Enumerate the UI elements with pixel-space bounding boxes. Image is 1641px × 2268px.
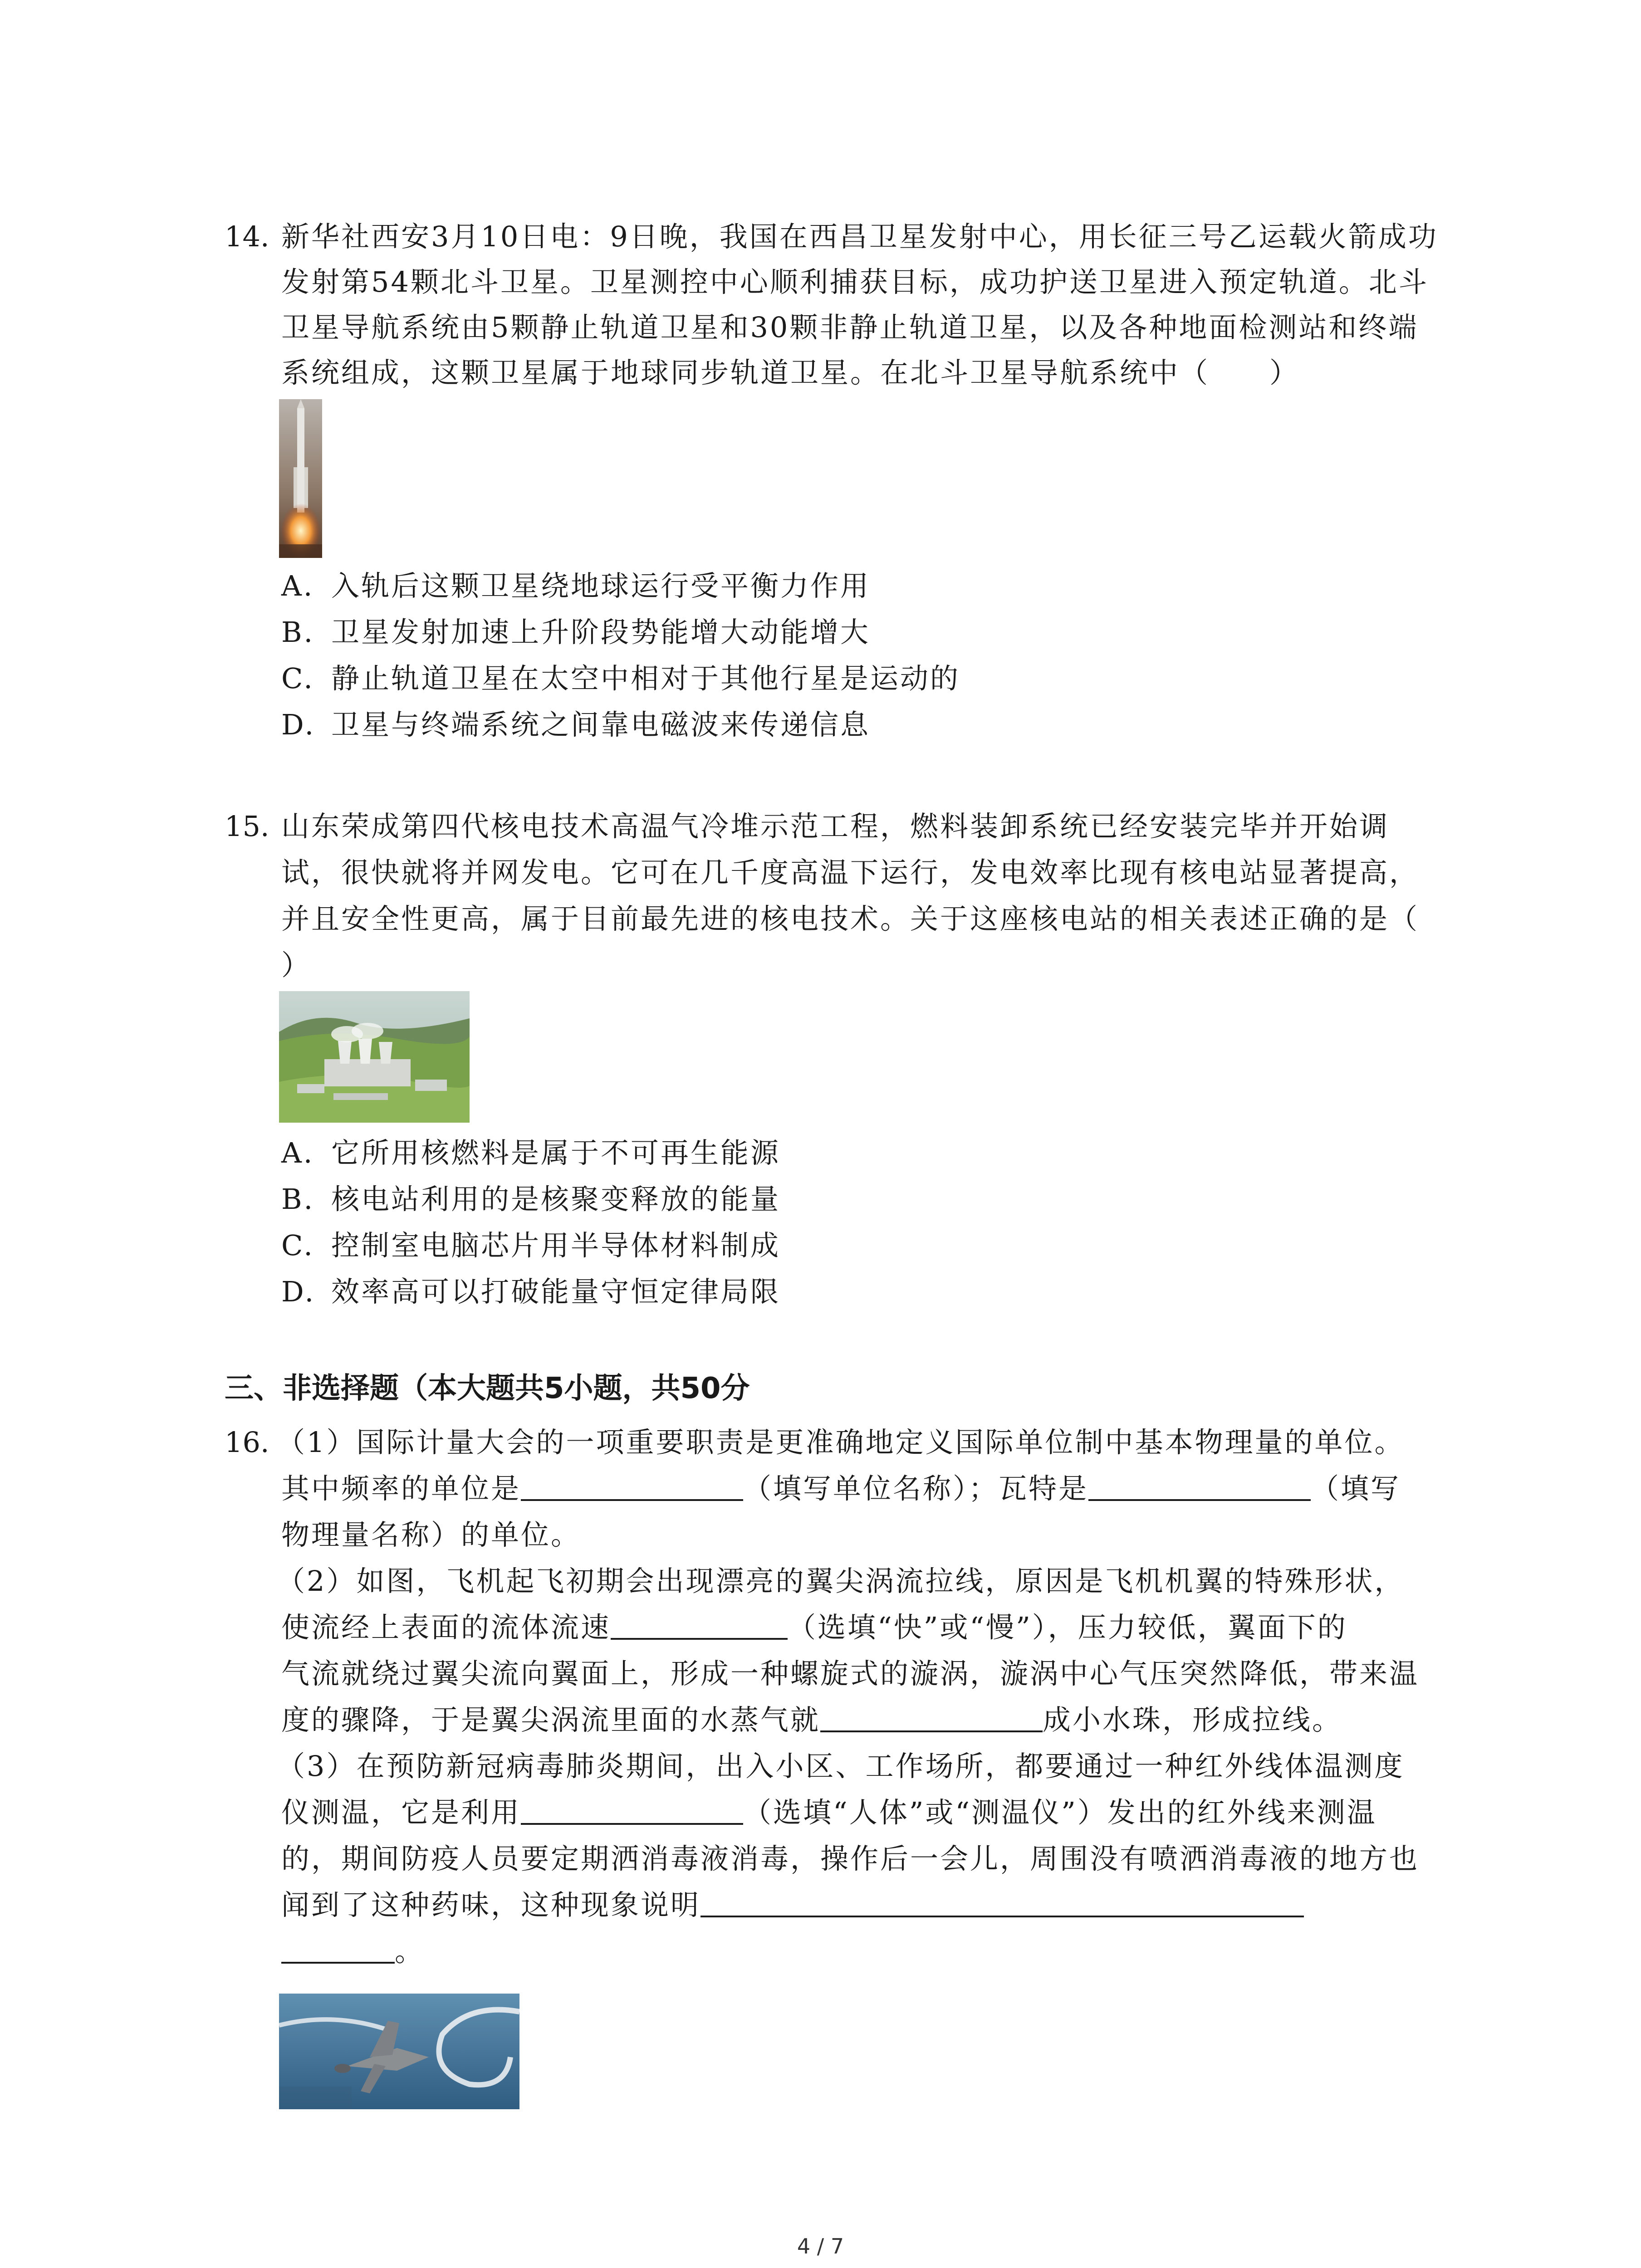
q15-number: 15.: [225, 810, 269, 843]
option-text: 核电站利用的是核聚变释放的能量: [331, 1183, 781, 1216]
answer-blank-2[interactable]: [1088, 1472, 1311, 1501]
q15-option-b: [281, 1176, 780, 1222]
q15-line-4: ）: [281, 948, 312, 982]
answer-blank-5[interactable]: [521, 1796, 743, 1825]
q14-option-d: [281, 701, 870, 748]
option-text: 卫星与终端系统之间靠电磁波来传递信息: [331, 708, 871, 741]
jet-vortex-image: [279, 1994, 519, 2109]
q15-line-2: 试，很快就将并网发电。它可在几千度高温下运行，发电效率比现有核电站显著提高，: [281, 856, 1420, 889]
option-text: 卫星发射加速上升阶段势能增大动能增大: [331, 616, 871, 649]
option-letter: C.: [281, 662, 314, 695]
text-segment: 仪测温，它是利用: [281, 1796, 521, 1829]
option-letter: C.: [281, 1229, 314, 1262]
text-segment: 使流经上表面的流体流速: [281, 1611, 611, 1644]
answer-blank-1[interactable]: [521, 1472, 743, 1501]
text-segment: （选填“人体”或“测温仪”）发出的红外线来测温: [743, 1796, 1377, 1829]
q14-line-3: 卫星导航系统由5颗静止轨道卫星和30颗非静止轨道卫星，以及各种地面检测站和终端: [281, 311, 1419, 344]
section-heading: 三、非选择题（本大题共5小题，共50分: [225, 1372, 750, 1405]
q15-option-a: [281, 1129, 780, 1176]
q16-line-10: 的，期间防疫人员要定期洒消毒液消毒，操作后一会儿，周围没有喷洒消毒液的地方也: [281, 1842, 1420, 1875]
q16-line-4: （2）如图，飞机起飞初期会出现漂亮的翼尖涡流拉线，原因是飞机机翼的特殊形状，: [277, 1564, 1405, 1598]
q16-line-8: （3）在预防新冠病毒肺炎期间，出入小区、工作场所，都要通过一种红外线体温测度: [277, 1750, 1405, 1783]
text-segment: 。: [395, 1935, 425, 1968]
answer-blank-6-continued[interactable]: [281, 1935, 395, 1964]
text-segment: （填写: [1311, 1472, 1401, 1505]
text-segment: 成小水珠，形成拉线。: [1043, 1703, 1342, 1736]
option-text: 静止轨道卫星在太空中相对于其他行星是运动的: [331, 662, 960, 695]
q16-line-5: [281, 1604, 1347, 1651]
q16-line-1: （1）国际计量大会的一项重要职责是更准确地定义国际单位制中基本物理量的单位。: [277, 1426, 1405, 1459]
option-letter: B.: [281, 1183, 315, 1216]
q16-line-6: 气流就绕过翼尖流向翼面上，形成一种螺旋式的漩涡，漩涡中心气压突然降低，带来温: [281, 1657, 1420, 1690]
answer-blank-4[interactable]: [820, 1703, 1043, 1732]
q16-line-7: [281, 1696, 1342, 1743]
q14-line-2: 发射第54颗北斗卫星。卫星测控中心顺利捕获目标，成功护送卫星进入预定轨道。北斗: [281, 265, 1429, 298]
page-number: 4 / 7: [797, 2234, 844, 2258]
q15-option-c: [281, 1222, 780, 1269]
option-text: 它所用核燃料是属于不可再生能源: [331, 1136, 781, 1169]
q14-option-b: [281, 609, 870, 655]
q15-line-3: 并且安全性更高，属于目前最先进的核电技术。关于这座核电站的相关表述正确的是（: [281, 902, 1420, 935]
q14-number: 14.: [225, 220, 269, 253]
q16-line-3: 物理量名称）的单位。: [281, 1518, 581, 1551]
q16-line-12: [281, 1928, 425, 1975]
text-segment: 度的骤降，于是翼尖涡流里面的水蒸气就: [281, 1703, 821, 1736]
q15-option-d: [281, 1268, 780, 1315]
nuclear-plant-image: [279, 991, 470, 1123]
answer-blank-6[interactable]: [700, 1888, 1304, 1917]
text-segment: 其中频率的单位是: [281, 1472, 521, 1505]
text-segment: （填写单位名称）；瓦特是: [743, 1472, 1089, 1505]
q16-line-11: [281, 1882, 1304, 1928]
text-segment: （选填“快”或“慢”），压力较低，翼面下的: [788, 1611, 1347, 1644]
option-text: 效率高可以打破能量守恒定律局限: [331, 1275, 781, 1308]
q14-line-1: 新华社西安3月10日电：9日晚，我国在西昌卫星发射中心，用长征三号乙运载火箭成功: [281, 220, 1438, 253]
q14-option-a: [281, 562, 870, 609]
option-text: 控制室电脑芯片用半导体材料制成: [331, 1229, 781, 1262]
q14-option-c: [281, 655, 960, 702]
q15-line-1: 山东荣成第四代核电技术高温气冷堆示范工程，燃料装卸系统已经安装完毕并开始调: [281, 810, 1390, 843]
option-letter: A.: [281, 1136, 314, 1169]
q16-number: 16.: [225, 1426, 269, 1459]
answer-blank-3[interactable]: [611, 1611, 788, 1640]
q16-line-2: [281, 1465, 1401, 1512]
text-segment: 闻到了这种药味，这种现象说明: [281, 1888, 701, 1921]
q14-line-4: 系统组成，这颗卫星属于地球同步轨道卫星。在北斗卫星导航系统中（ ）: [281, 356, 1300, 389]
option-letter: A.: [281, 569, 314, 602]
q16-line-9: [281, 1789, 1377, 1836]
option-letter: B.: [281, 616, 315, 649]
option-letter: D.: [281, 1275, 316, 1308]
rocket-launch-image: [279, 399, 322, 558]
option-text: 入轨后这颗卫星绕地球运行受平衡力作用: [331, 569, 871, 602]
option-letter: D.: [281, 708, 316, 741]
